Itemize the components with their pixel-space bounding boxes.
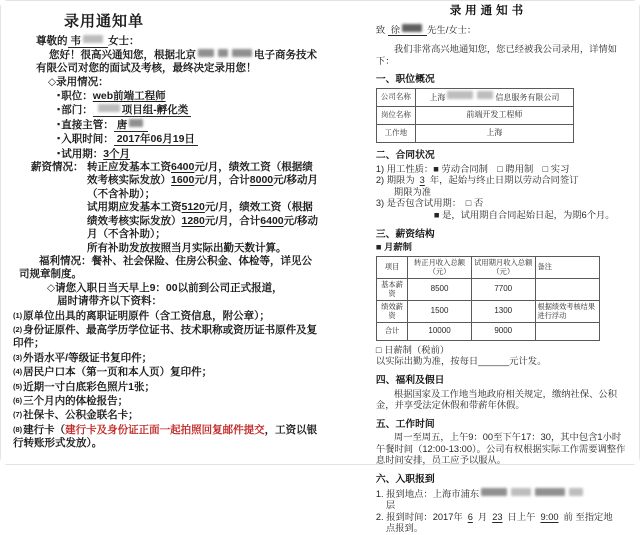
- redacted-address: [511, 488, 531, 496]
- field-position: [57, 89, 320, 103]
- base-probation: 7700: [471, 278, 535, 300]
- row-label: 公司名称: [376, 88, 415, 106]
- right-doc-title: 录用通知书: [449, 5, 528, 17]
- bonus-note: 根据绩效考核结果进行浮动: [535, 300, 599, 322]
- company-name-cell: [415, 88, 573, 106]
- text-segment: 2) 期限为: [375, 175, 415, 186]
- bonus-regular: 1500: [408, 300, 472, 322]
- working-hours-text: 周一至周五，上午9：00至下午17：30，其中包含1小时午餐时间（12:00-13:00）。公司有权根据实际工作需要调整作息时间安排，员工应予以服从。: [375, 432, 626, 466]
- redacted-supervisor: [129, 119, 143, 127]
- report-location-wrap: 层: [385, 500, 396, 511]
- table-row-location: [376, 124, 573, 142]
- text-segment: 前 至指定地: [563, 511, 613, 522]
- report-day: 23: [492, 511, 503, 522]
- item-number: (4): [13, 367, 23, 377]
- company-name-pre: 上海: [429, 93, 446, 103]
- item-text: 身份证原件、最高学历学位证书、技术职称或资历证书原件及复印件；: [13, 323, 318, 350]
- item-text: 社保卡、公积金联名卡；: [23, 409, 139, 422]
- salary-row-total: [376, 322, 599, 340]
- report-time-wrap: 点报到。: [385, 523, 424, 534]
- intro-text-2: 电子商务技术有限公司对您的面试及考核，最终决定录用您！: [36, 48, 317, 75]
- redacted-address: [535, 488, 565, 496]
- field-label: 试用期：: [61, 147, 104, 160]
- text-segment: 元/月，合计: [194, 174, 250, 187]
- total-note: [535, 322, 599, 340]
- bonus-probation: 1300: [471, 300, 535, 322]
- report-location-line: [376, 488, 629, 501]
- header-regular: 转正月收入总额（元）: [408, 256, 472, 278]
- item-number: (2): [13, 324, 23, 334]
- redacted-company: [477, 91, 493, 99]
- salary-header-row: [376, 256, 599, 278]
- salutation-prefix: 致: [375, 24, 386, 35]
- left-salutation: [36, 35, 320, 48]
- text-segment: 元/移动月（不含补助）；: [87, 174, 319, 200]
- supervisor-text: 唐: [116, 118, 128, 131]
- field-probation: [57, 147, 320, 161]
- text-segment: 元/移动月（不含补助）；: [87, 214, 319, 241]
- row-label: 工作地: [376, 124, 415, 142]
- report-month: 6: [467, 511, 473, 522]
- field-label: 直接主管：: [61, 118, 114, 131]
- salary-regular-line: [87, 161, 320, 201]
- intro-text-1: 您好！很高兴通知您，根据北京: [49, 48, 196, 61]
- daily-salary-label: □ 日薪制（税前）: [375, 344, 450, 355]
- item-text: 三个月内的体检报告；: [23, 394, 129, 407]
- item-number: (3): [13, 352, 23, 362]
- salary-total-amount: 8000: [249, 174, 274, 187]
- field-label: 职位：: [61, 90, 93, 103]
- field-department: [57, 103, 320, 117]
- benefits-text: 根据国家及工作地当地政府相关规定，缴纳社保、公积金，并享受法定休假和带薪年休假。: [375, 388, 618, 411]
- item-text: 外语水平/等级证书复印件；: [23, 351, 153, 364]
- item-text: 居民户口本（第一页和本人页）复印件；: [23, 366, 213, 379]
- bullet-icon: ▪: [57, 133, 61, 144]
- section-3-heading: 三、薪资结构: [375, 228, 435, 240]
- probation-question-line: 3) 是否包含试用期： □ 否: [375, 198, 484, 209]
- redacted-company: [232, 49, 252, 57]
- position-cell: 前端开发工程师: [415, 106, 573, 124]
- section-5-heading: 五、工作时间: [375, 418, 435, 430]
- text-segment: 元/月，合计: [204, 214, 261, 227]
- report-instruction-line2: 届时请带齐以下资料：: [57, 295, 162, 308]
- recipient-name: [68, 35, 109, 48]
- salutation-suffix: 女士：: [108, 35, 140, 48]
- recipient-surname: 韦: [70, 35, 81, 48]
- item-number: (1): [13, 310, 23, 320]
- text-segment: 年，起始与终止日期以劳动合同签订: [429, 175, 579, 186]
- bullet-icon: ▪: [57, 118, 61, 129]
- header-note: 备注: [535, 256, 599, 278]
- contract-years: 3: [419, 175, 425, 186]
- monthly-salary-label: ■ 月薪制: [375, 242, 412, 253]
- offer-letter-notice-right: [326, 1, 639, 534]
- daily-salary-text: 以实际出勤为准，按每日______元计发。: [375, 356, 547, 367]
- text-segment: 试用期应发基本工资: [87, 201, 182, 214]
- field-label: 部门：: [61, 104, 93, 117]
- position-overview-table: [376, 88, 574, 143]
- section-6-heading: 六、入职报到: [375, 474, 435, 486]
- redacted-address: [481, 488, 507, 496]
- report-hour: 9:00: [540, 511, 559, 522]
- company-name-post: 信息服务有限公司: [495, 93, 560, 103]
- salary-note-line: 所有补助发放按照当月实际出勤天数计算。: [87, 241, 287, 254]
- field-supervisor: [57, 118, 320, 132]
- base-note: [535, 278, 599, 300]
- report-time-line: [376, 512, 629, 524]
- checklist-item-2: [13, 323, 320, 351]
- item-text: 建行卡（: [23, 423, 66, 436]
- item-number: (5): [13, 381, 23, 391]
- probation-answer-line: ■ 是，试用期自合同起始日起，为期6个月。: [433, 209, 615, 220]
- bank-card-red-note: 建行卡及身份证正面一起拍照回复邮件提交: [65, 423, 265, 436]
- field-start-date: [57, 132, 320, 146]
- section-2-heading: 二、合同状况: [375, 149, 435, 161]
- checklist-item-5: [13, 380, 320, 394]
- table-row-company: [376, 88, 573, 106]
- header-probation: 试用期月收入总额（元）: [471, 256, 535, 278]
- contract-term-line: [376, 175, 629, 187]
- probation-total-amount: 6400: [260, 214, 284, 227]
- field-value: 3个月: [103, 147, 131, 160]
- bullet-icon: ▪: [57, 147, 61, 158]
- left-intro-paragraph: [36, 49, 320, 76]
- welfare-label: 福利情况：: [39, 254, 92, 267]
- field-value: 2017年06月19日: [114, 133, 198, 146]
- section-4-heading: 四、福利及假日: [375, 374, 445, 386]
- text-segment: 元/月，绩效工资（根据绩效考核实际发放）: [87, 161, 313, 187]
- checklist-item-4: [13, 365, 320, 379]
- report-instruction-line1: ◇请您入职日当天早上9：00以前到公司正式报道，: [47, 281, 283, 294]
- recipient-surname: 徐: [390, 24, 401, 35]
- checklist-item-8: [13, 423, 320, 451]
- offer-letter-notice-left: [1, 1, 326, 464]
- checklist-item-7: [13, 408, 320, 422]
- item-number: (6): [13, 395, 23, 405]
- text-segment: 月: [477, 511, 488, 522]
- probation-bonus-amount: 1280: [181, 214, 205, 227]
- redacted-address: [569, 488, 583, 496]
- total-probation: 9000: [471, 322, 535, 340]
- item-text: 近期一寸白底彩色照片1张；: [23, 380, 156, 393]
- field-label: 入职时间：: [61, 133, 114, 146]
- text-segment: 日上午: [507, 511, 536, 522]
- header-item: 项目: [376, 256, 407, 278]
- salary-base-amount: 6400: [171, 161, 195, 174]
- total-regular: 10000: [408, 322, 472, 340]
- text-segment: 1. 报到地点：上海市浦东: [375, 488, 480, 499]
- probation-base-amount: 5120: [181, 201, 205, 214]
- text-segment: 元/月，绩效工资（根据绩效考核实际发放）: [87, 201, 313, 227]
- hire-info-heading: ◇录用情况：: [48, 75, 109, 88]
- text-segment: 转正应发基本工资: [87, 161, 171, 174]
- item-text: 原单位出具的离职证明原件（含工资信息，附公章）；: [23, 309, 270, 322]
- base-regular: 8500: [408, 278, 472, 300]
- redacted-name: [402, 24, 422, 32]
- checklist-item-3: [13, 351, 320, 365]
- row-item: 合计: [376, 322, 407, 340]
- salary-structure-table: [376, 256, 600, 341]
- checklist-item-1: [13, 309, 320, 323]
- section-1-heading: 一、职位概况: [375, 74, 435, 86]
- item-text: ，工资以银行转账形式发放）。: [13, 423, 318, 450]
- salary-bonus-amount: 1600: [171, 174, 195, 187]
- salary-row-bonus: [376, 300, 599, 322]
- welfare-text: 餐补、社会保险、住房公积金、体检等，详见公司规章制度。: [19, 254, 312, 281]
- table-row-position: [376, 106, 573, 124]
- left-doc-title: 录用通知单: [64, 13, 145, 30]
- redacted-name: [83, 35, 103, 43]
- redacted-company: [218, 49, 228, 57]
- department-text: 项目组-孵化类: [121, 104, 189, 117]
- bullet-icon: ▪: [57, 104, 61, 115]
- checklist-item-6: [13, 394, 320, 408]
- salutation-prefix: 尊敬的: [36, 35, 68, 48]
- location-cell: 上海: [415, 124, 573, 142]
- recipient-name: [388, 25, 427, 36]
- redacted-company: [447, 91, 473, 99]
- field-value: [114, 119, 149, 132]
- right-intro-paragraph: 我们非常高兴地通知您，您已经被我公司录用，详情如下：: [375, 44, 618, 66]
- salary-probation-line: [87, 201, 320, 241]
- welfare-section: [19, 255, 320, 282]
- row-item: 基本薪资: [376, 278, 407, 300]
- right-salutation: [376, 24, 629, 37]
- item-number: (8): [13, 424, 23, 434]
- text-segment: 2. 报到时间：2017年: [375, 511, 463, 522]
- row-label: 岗位名称: [376, 106, 415, 124]
- redacted-department: [98, 104, 120, 112]
- salary-row-base: [376, 278, 599, 300]
- employment-type-line: 1) 用工性质：■ 劳动合同制 □ 聘用制 □ 实习: [375, 163, 570, 174]
- contract-term-wrap: 期限为准: [393, 186, 432, 197]
- salary-label: 薪资情况：: [31, 161, 84, 174]
- redacted-company: [198, 49, 214, 57]
- field-value: web前端工程师: [92, 90, 166, 103]
- row-item: 绩效薪资: [376, 300, 407, 322]
- salutation-suffix: 先生/女士：: [427, 24, 477, 35]
- field-value: [93, 104, 192, 117]
- bullet-icon: ▪: [57, 90, 61, 101]
- salary-section: [31, 161, 320, 255]
- item-number: (7): [13, 410, 23, 420]
